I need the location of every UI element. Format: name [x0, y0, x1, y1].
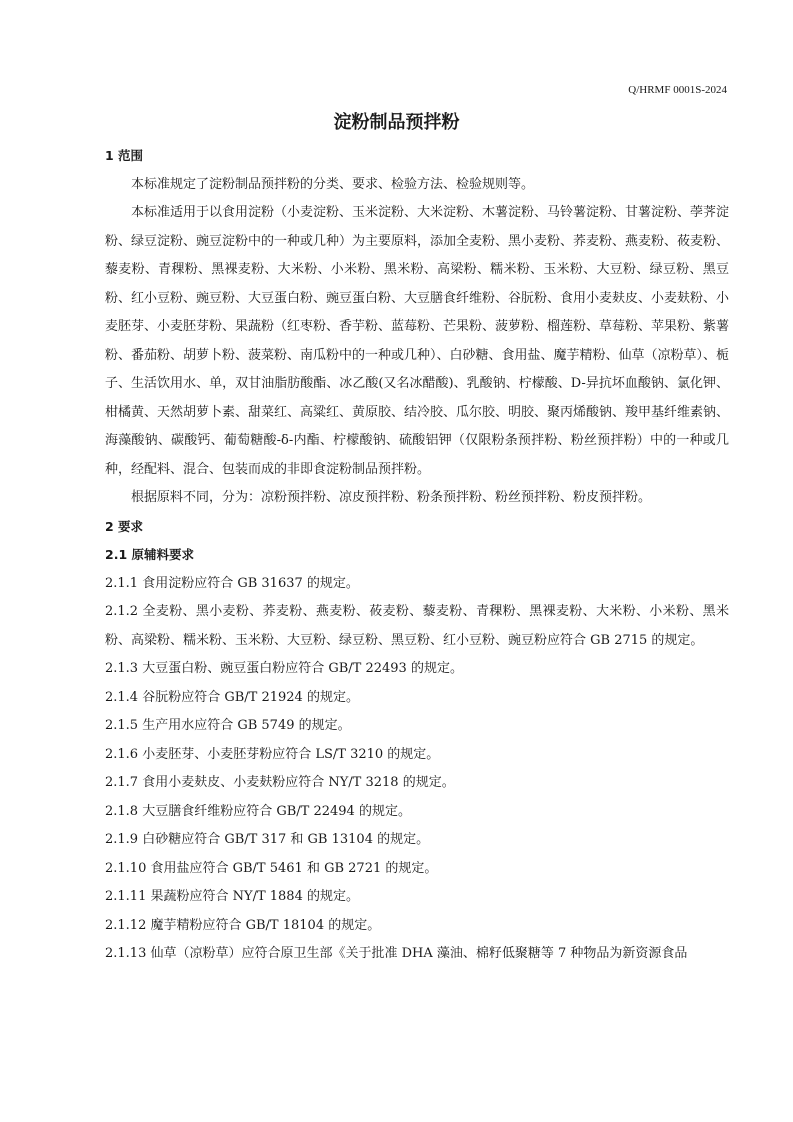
requirement-clause: 2.1.5 生产用水应符合 GB 5749 的规定。	[105, 718, 351, 733]
standard-code: Q/HRMF 0001S-2024	[628, 84, 727, 96]
requirement-clause: 2.1.11 果蔬粉应符合 NY/T 1884 的规定。	[105, 889, 359, 904]
requirement-clause: 2.1.13 仙草（凉粉草）应符合原卫生部《关于批准 DHA 藻油、棉籽低聚糖等 7 种物品为新资源食品	[105, 946, 688, 961]
requirement-clause: 2.1.9 白砂糖应符合 GB/T 317 和 GB 13104 的规定。	[105, 832, 430, 847]
requirement-clause: 2.1.2 全麦粉、黑小麦粉、荞麦粉、燕麦粉、莜麦粉、藜麦粉、青稞粉、黑裸麦粉、大米粉、小米粉、黑米粉、高梁粉、糯米粉、玉米粉、大豆粉、绿豆粉、黑豆粉、红小豆粉、豌豆粉应符合 GB 2715 的规定。	[105, 604, 729, 648]
requirement-clause: 2.1.10 食用盐应符合 GB/T 5461 和 GB 2721 的规定。	[105, 860, 438, 876]
section-heading-scope: 1 范围	[105, 148, 144, 163]
scope-paragraph: 本标准规定了淀粉制品预拌粉的分类、要求、检验方法、检验规则等。	[131, 176, 535, 192]
requirement-clause: 2.1.7 食用小麦麸皮、小麦麸粉应符合 NY/T 3218 的规定。	[105, 775, 455, 790]
document-title: 淀粉制品预拌粉	[333, 112, 460, 133]
requirement-clause: 2.1.4 谷朊粉应符合 GB/T 21924 的规定。	[105, 689, 359, 705]
scope-paragraph: 本标准适用于以食用淀粉（小麦淀粉、玉米淀粉、大米淀粉、木薯淀粉、马铃薯淀粉、甘薯淀粉、荸荠淀粉、绿豆淀粉、豌豆淀粉中的一种或几种）为主要原料，添加全麦粉、黑小麦粉、荞麦粉、燕麦粉、莜麦粉、藜麦粉、青稞粉、黑裸麦粉、大米粉、小米粉、黑米粉、高梁粉、糯米粉、玉米粉、大豆粉、绿豆粉、黑豆粉、红小豆粉、豌豆粉、大豆蛋白粉、豌豆蛋白粉、大豆膳食纤维粉、谷朊粉、食用小麦麸皮、小麦麸粉、小麦胚芽、小麦胚芽粉、果蔬粉（红枣粉、香芋粉、蓝莓粉、芒果粉、菠萝粉、榴莲粉、草莓粉、苹果粉、紫薯粉、番茄粉、胡萝卜粉、菠菜粉、南瓜粉中的一种或几种）、白砂糖、食用盐、魔芋精粉、仙草（凉粉草）、栀子、生活饮用水、单，双甘油脂肪酸酯、冰乙酸(又名冰醋酸)、乳酸钠、柠檬酸、D-异抗坏血酸钠、氯化钾、柑橘黄、天然胡萝卜素、甜菜红、高粱红、黄原胶、结冷胶、瓜尔胶、明胶、聚丙烯酸钠、羧甲基纤维素钠、海藻酸钠、碳酸钙、葡萄糖酸-δ-内酯、柠檬酸钠、硫酸铝钾（仅限粉条预拌粉、粉丝预拌粉）中的一种或几种，经配料、混合、包装而成的非即食淀粉制品预拌粉。	[105, 205, 730, 477]
requirement-clause: 2.1.6 小麦胚芽、小麦胚芽粉应符合 LS/T 3210 的规定。	[105, 746, 440, 762]
requirement-clause: 2.1.8 大豆膳食纤维粉应符合 GB/T 22494 的规定。	[105, 803, 411, 819]
requirement-clause: 2.1.3 大豆蛋白粉、豌豆蛋白粉应符合 GB/T 22493 的规定。	[105, 661, 463, 676]
section-heading-requirements: 2 要求	[105, 518, 144, 534]
document-body	[105, 142, 729, 969]
scope-paragraph: 根据原料不同，分为：凉粉预拌粉、凉皮预拌粉、粉条预拌粉、粉丝预拌粉、粉皮预拌粉。	[131, 490, 652, 505]
requirement-clause: 2.1.1 食用淀粉应符合 GB 31637 的规定。	[105, 575, 359, 591]
subsection-heading-raw-materials: 2.1 原辅料要求	[105, 547, 194, 562]
requirement-clause: 2.1.12 魔芋精粉应符合 GB/T 18104 的规定。	[105, 917, 381, 933]
